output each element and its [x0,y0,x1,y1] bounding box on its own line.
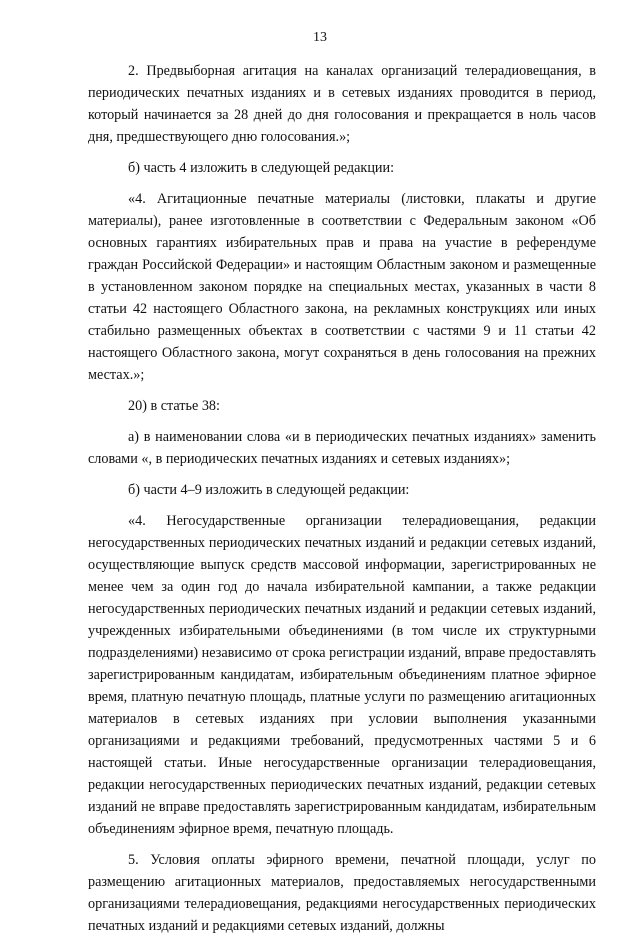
paragraph-amend-title: а) в наименовании слова «и в периодических печатных изданиях» заменить словами «, в периодических печатных изданиях и сетевых изданиях»; [88,429,596,467]
page-number: 13 [313,30,327,45]
paragraph-part-5-payment-terms: 5. Условия оплаты эфирного времени, печатной площади, услуг по размещению агитационных материалов, предоставляемых негосударственными организациями телерадиовещания, редакциями негосударственных периодических печатных изданий и редакциями сетевых изданий, должны [88,852,596,934]
paragraph-item-2-campaign-period: 2. Предвыборная агитация на каналах организаций телерадиовещания, в периодических печатных изданиях и в сетевых изданиях проводится в период, который начинается за 28 дней до дня голосования и прекращается в ноль часов дня, предшествующего дню голосования.»; [88,63,596,145]
paragraph-part-4-printed-materials: «4. Агитационные печатные материалы (листовки, плакаты и другие материалы), ранее изготовленные в соответствии с Федеральным законом «Об основных гарантиях избирательных прав и права на участие в референдуме граждан Российской Федерации» и настоящим Областным законом и размещенные в установленном законом порядке на специальных местах, указанных в части 8 статьи 42 настоящего Областного закона, на рекламных конструкциях или иных стабильно размещенных объектах в соответствии с частями 9 и 11 статьи 42 настоящего Областного закона, могут сохраняться в день голосования на прежних местах.»; [88,191,596,383]
paragraph-article-38: 20) в статье 38: [128,398,220,414]
paragraph-amend-parts-4-9: б) части 4–9 изложить в следующей редакции: [128,482,410,498]
paragraph-amend-part-4: б) часть 4 изложить в следующей редакции: [128,160,395,176]
document-body [88,60,596,937]
paragraph-part-4-non-state-media: «4. Негосударственные организации телерадиовещания, редакции негосударственных периодических печатных изданий и редакции сетевых изданий, осуществляющие выпуск средств массовой информации, зарегистрированных не менее чем за один год до начала избирательной кампании, а также редакции негосударственных периодических печатных изданий и редакции сетевых изданий, учрежденных избирательными объединениями (в том числе их структурными подразделениями) независимо от срока регистрации изданий, вправе предоставлять зарегистрированным кандидатам, избирательным объединениям платное эфирное время, платную печатную площадь, платные услуги по размещению агитационных материалов в сетевых изданиях при условии выполнения указанными организациями и редакциями требований, предусмотренных частями 5 и 6 настоящей статьи. Иные негосударственные организации телерадиовещания, редакции негосударственных периодических печатных изданий, редакции сетевых изданий не вправе предоставлять зарегистрированным кандидатам, избирательным объединениям эфирное время, печатную площадь. [88,513,596,837]
